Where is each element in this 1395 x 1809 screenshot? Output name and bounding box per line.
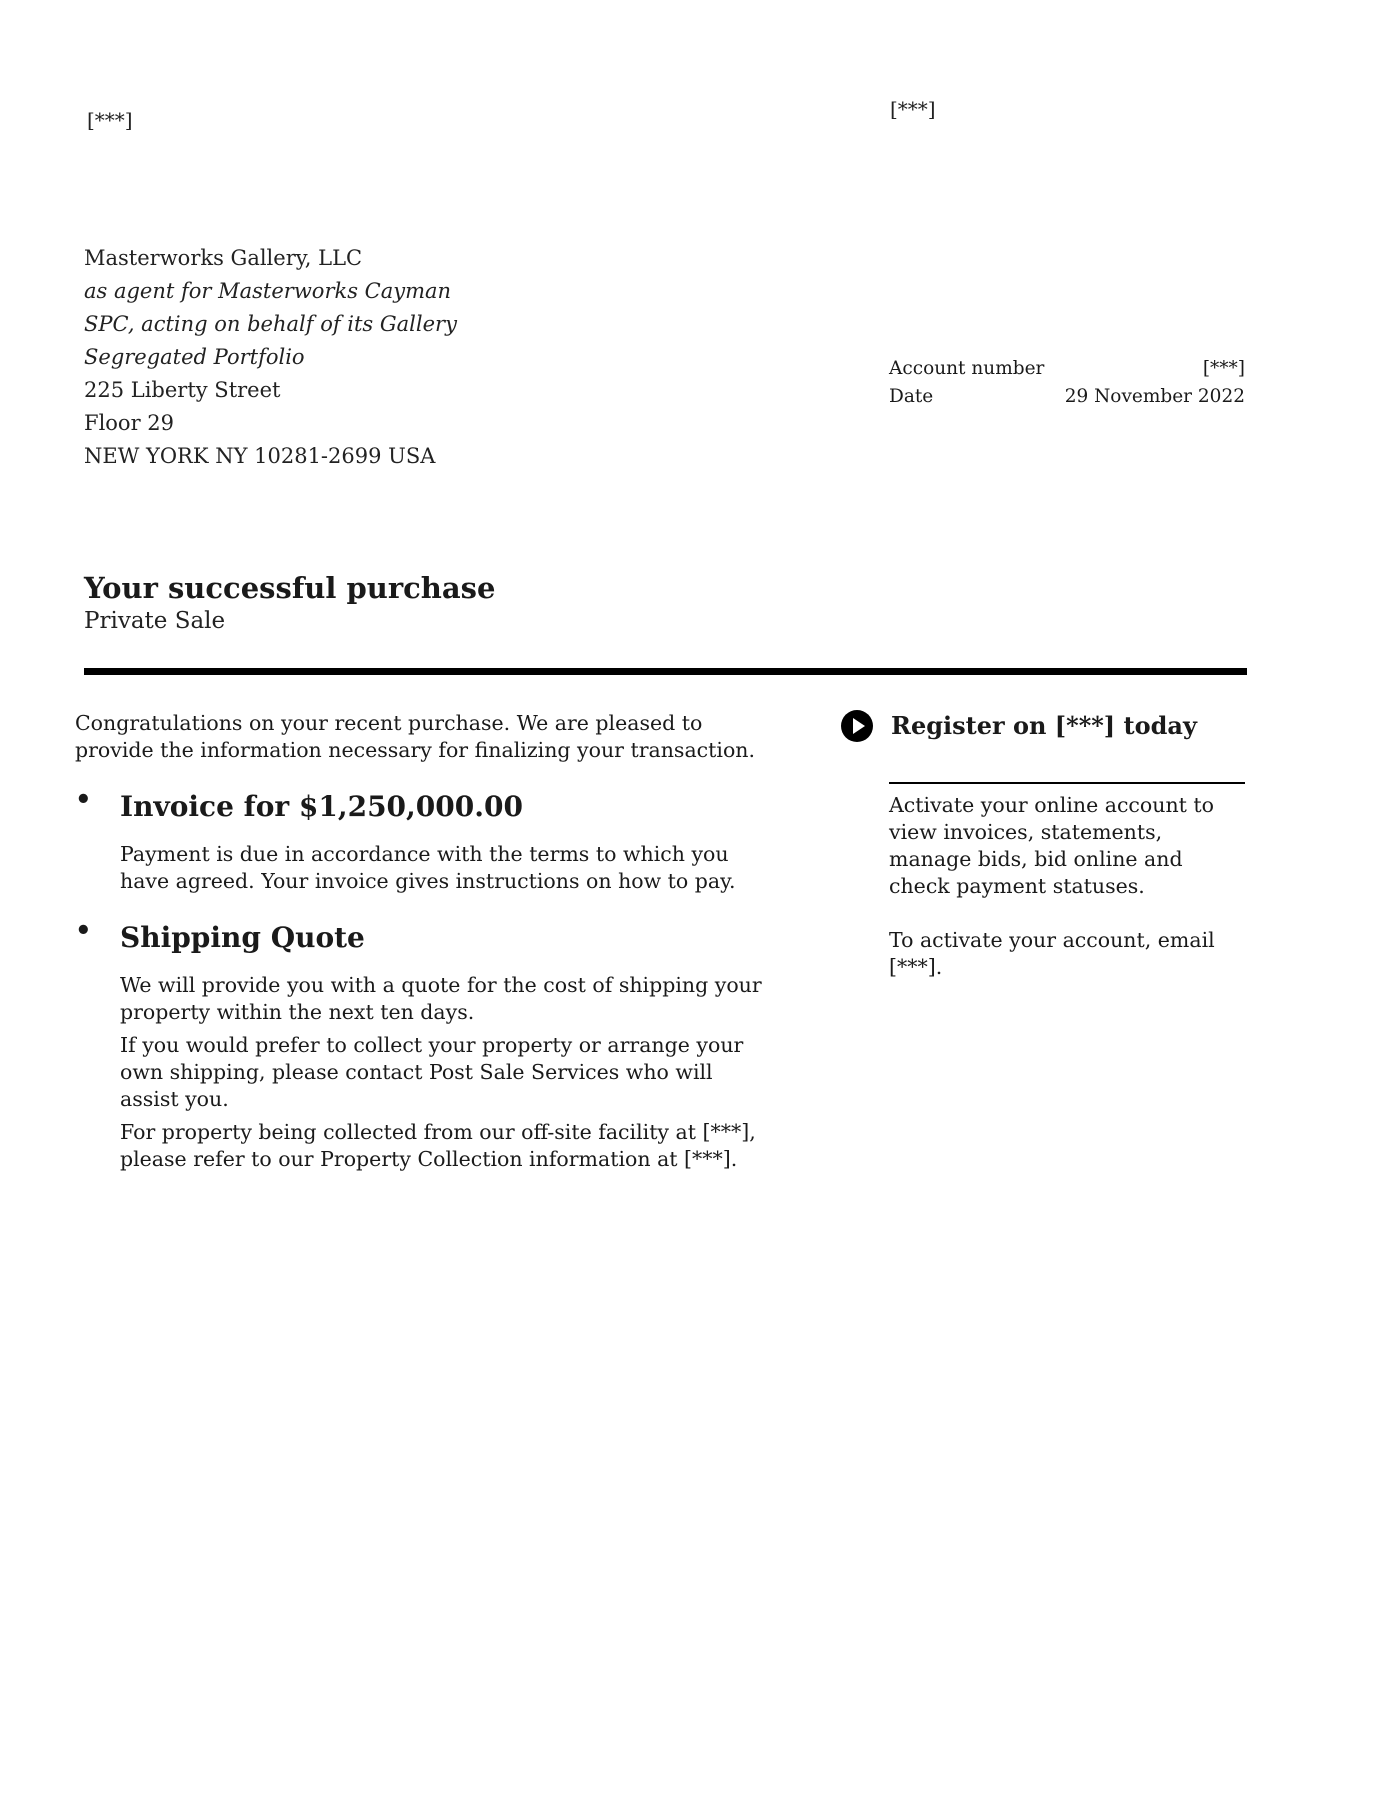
register-heading: Register on [***] today [891,711,1197,740]
register-body [889,792,1245,981]
address-line: SPC, acting on behalf of its Gallery [84,312,457,336]
shipping-body [75,972,765,1173]
register-header [840,706,1247,746]
recipient-address [84,242,457,473]
intro-text: Congratulations on your recent purchase. We are pleased to provide the information necessary for finalizing your transaction. [75,711,756,762]
address-line: as agent for Masterworks Cayman [84,279,452,303]
address-line: Floor 29 [84,411,175,435]
page-title: Your successful purchase [84,571,496,605]
header-divider [84,668,1247,675]
register-text-2: To activate your account, email [***]. [889,928,1215,979]
invoice-heading: Invoice for $1,250,000.00 [120,790,523,823]
shipping-text-1: We will provide you with a quote for the cost of shipping your property within the next ten days. [120,973,762,1024]
invoice-text: Payment is due in accordance with the terms to which you have agreed. Your invoice gives instructions on how to pay. [120,842,736,893]
date-label: Date [889,386,934,407]
shipping-heading: Shipping Quote [120,921,365,954]
title-block [84,570,495,636]
date-value: 29 November 2022 [1064,386,1245,407]
address-line: Segregated Portfolio [84,345,305,369]
shipping-text-3: For property being collected from our off-site facility at [***], please refer to our Property Collection information at [***]. [120,1120,756,1171]
date-row [889,383,1245,411]
header-redacted-left: [***] [87,108,133,132]
page-subtitle: Private Sale [84,608,226,634]
account-number-label: Account number [889,358,1045,379]
bullet-icon: • [75,916,92,946]
address-line: 225 Liberty Street [84,378,281,402]
invoice-section [75,785,765,826]
address-line: Masterworks Gallery, LLC [84,246,363,270]
address-line: NEW YORK NY 10281-2699 USA [84,444,436,468]
register-text-1: Activate your online account to view invoices, statements, manage bids, bid online and check payment statuses. [889,793,1214,898]
account-number-value: [***] [1202,358,1245,379]
register-divider [889,782,1245,784]
header-redacted-right: [***] [890,97,936,121]
invoice-body [75,841,765,895]
play-circle-icon [840,709,874,743]
main-content [75,710,765,1179]
shipping-text-2: If you would prefer to collect your property or arrange your own shipping, please contact Post Sale Services who will assist you. [120,1033,744,1111]
account-info [889,355,1245,411]
register-panel [840,706,1247,981]
account-number-row [889,355,1245,383]
shipping-section [75,916,765,957]
bullet-icon: • [75,785,92,815]
